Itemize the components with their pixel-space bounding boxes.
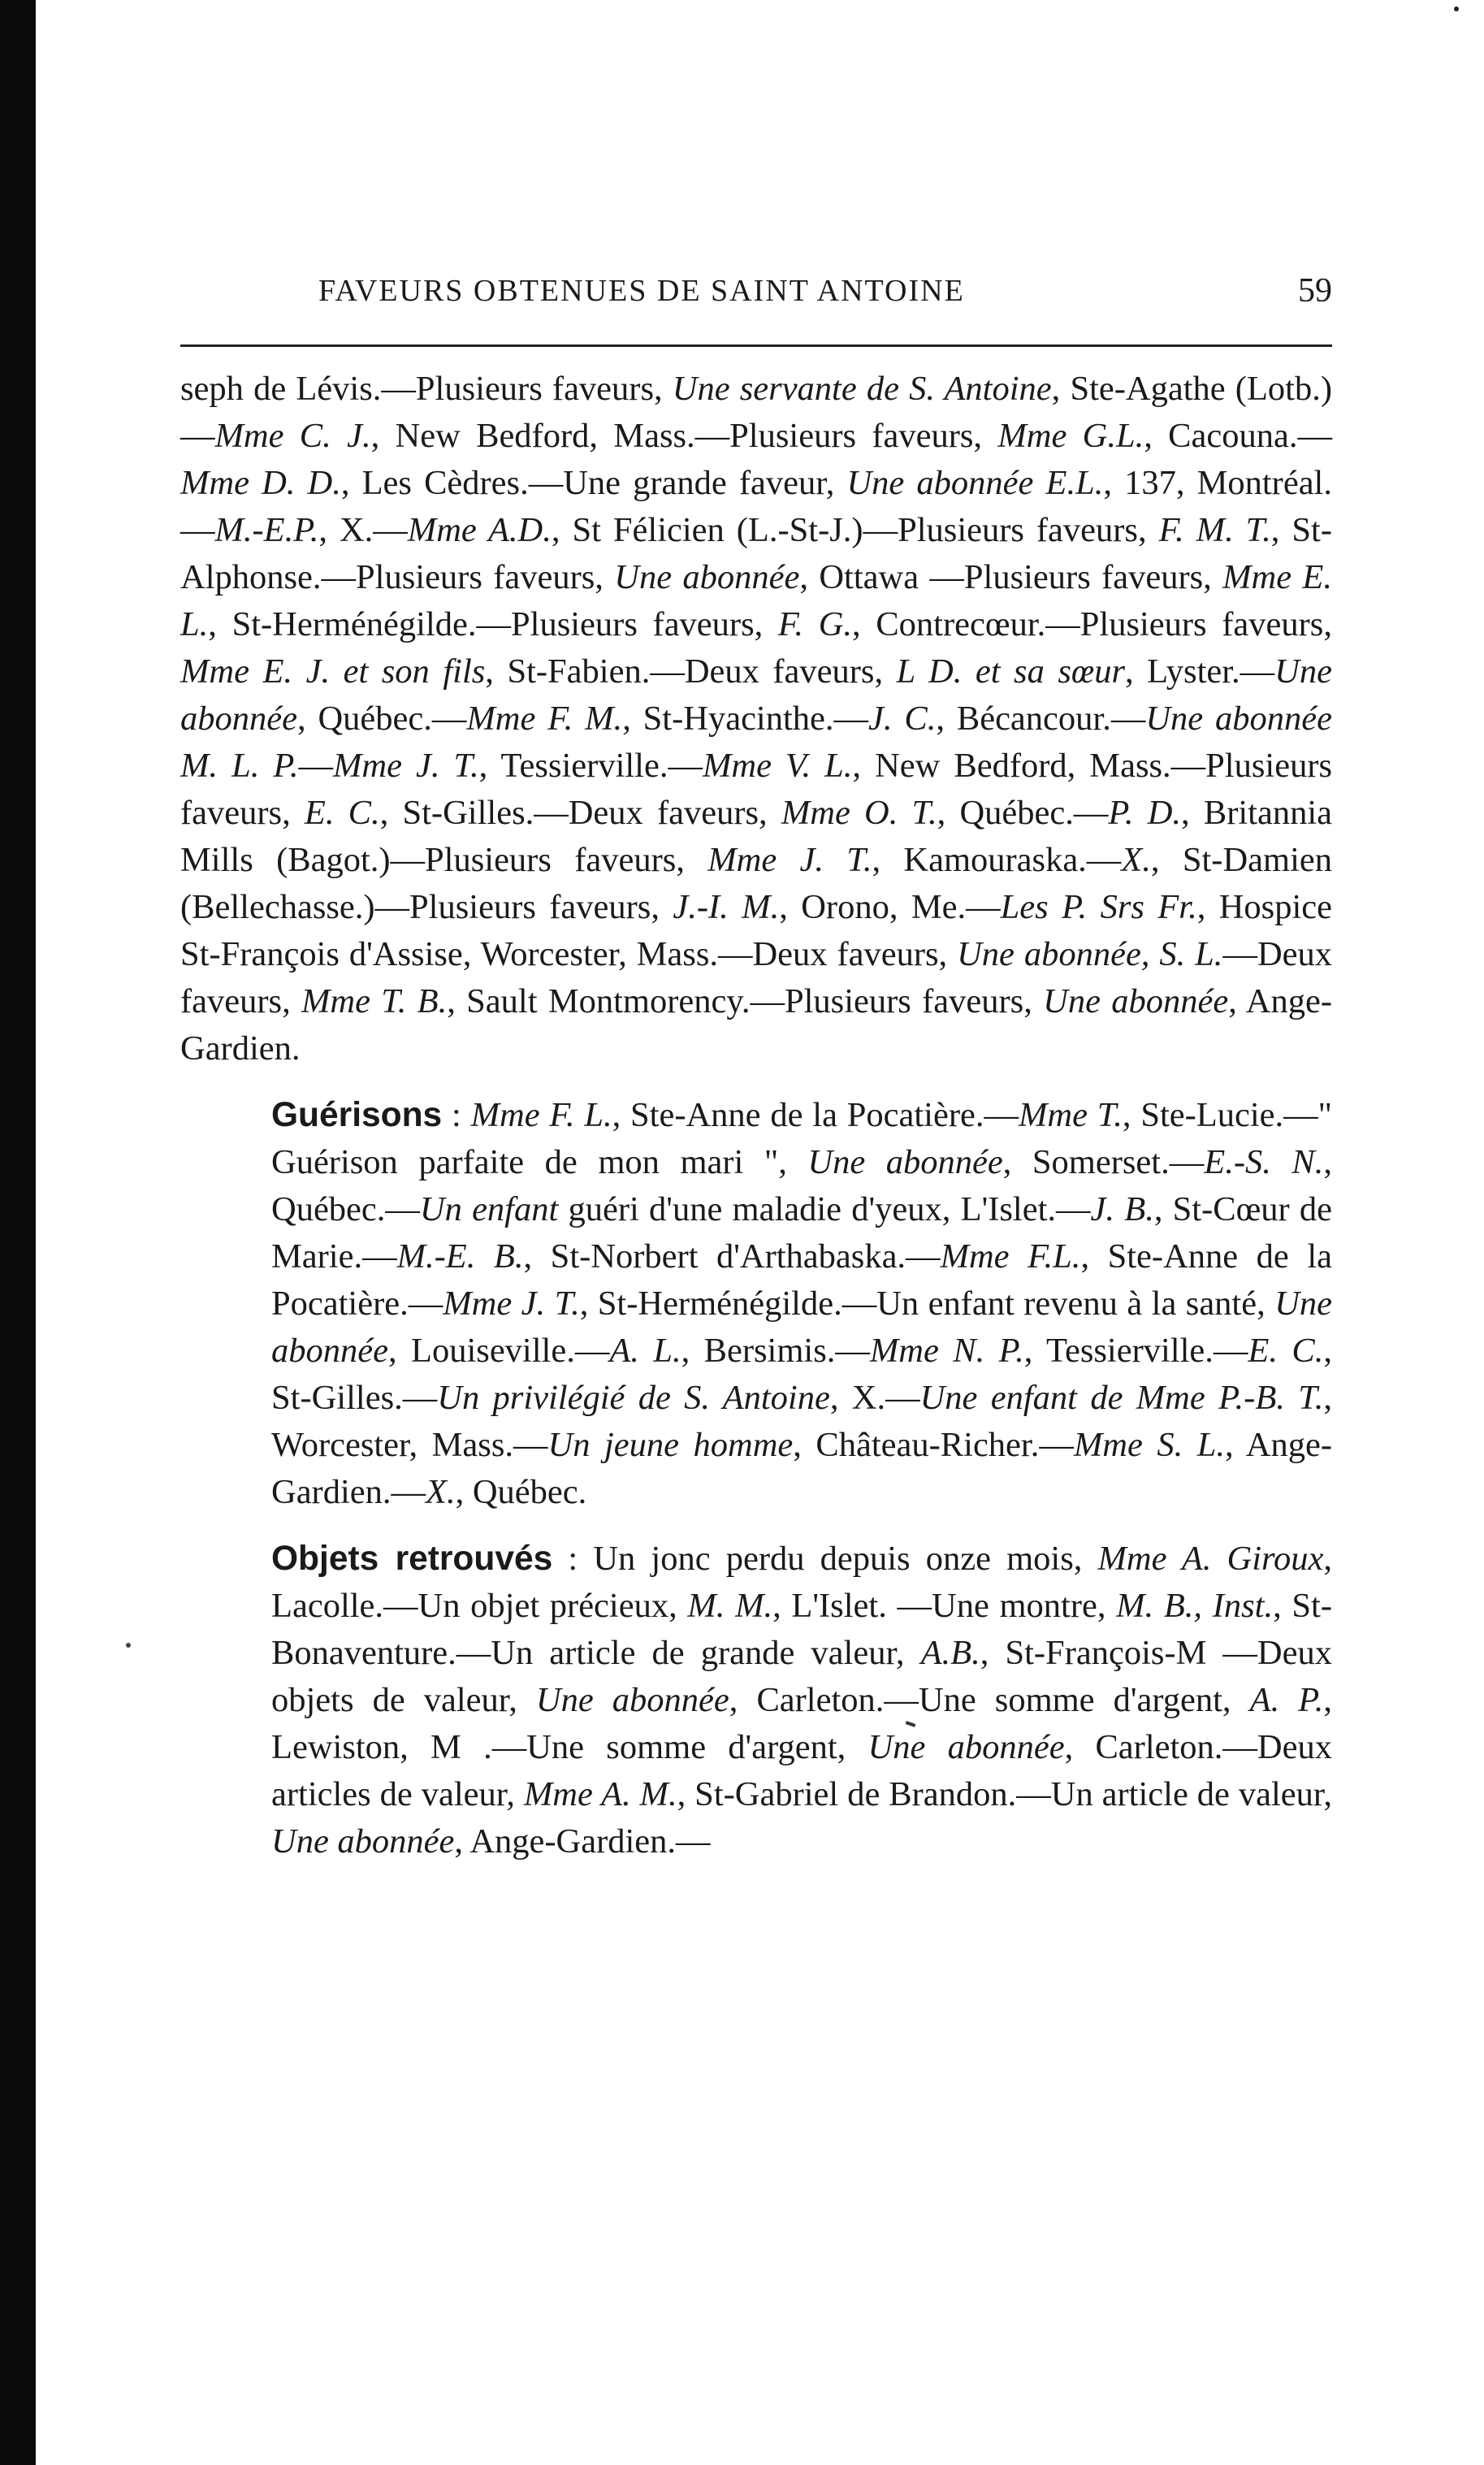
text-run: , Québec.— xyxy=(296,700,467,738)
text-run: , Worcester, Mass.— xyxy=(271,1379,1332,1464)
text-run: , Ange-Gardien. xyxy=(180,982,1332,1068)
italic-name: Mme O. T. xyxy=(781,794,937,832)
margin-speck xyxy=(126,1643,131,1648)
italic-name: Mme A.D. xyxy=(407,511,552,549)
italic-name: Mme V. L. xyxy=(702,747,853,785)
text-run: , Ste-Agathe (Lotb.)— xyxy=(180,370,1333,455)
section-lead: Guérisons xyxy=(271,1096,443,1134)
text-run: , Tessierville.— xyxy=(1023,1332,1248,1370)
text-run: , Ste-Anne de la Pocatière.— xyxy=(612,1096,1019,1134)
text-run: , Québec.— xyxy=(271,1143,1332,1228)
italic-name: Mme F. L. xyxy=(470,1096,612,1134)
italic-name: Mme C. J. xyxy=(214,417,371,455)
paragraph-faveurs xyxy=(180,366,1332,1072)
italic-name: Un jeune homme xyxy=(547,1426,794,1464)
page-header xyxy=(318,266,1332,315)
italic-name: F. G. xyxy=(777,605,853,643)
italic-name: Mme J. T. xyxy=(443,1284,580,1323)
italic-name: X. xyxy=(426,1473,456,1511)
italic-name: Mme E. J. et son fils xyxy=(180,652,486,691)
text-run: , St-Cœur de Marie.— xyxy=(271,1190,1333,1276)
italic-name: A. L. xyxy=(609,1332,681,1370)
text-run: , Cacouna.— xyxy=(1144,417,1332,455)
italic-name: Une abonnée xyxy=(180,652,1332,738)
text-run: , Hospice St-François d'Assise, Worcester, Mass.—Deux faveurs, xyxy=(180,888,1333,973)
italic-name: J. B. xyxy=(1090,1190,1154,1228)
italic-name: Une abonnée E.L. xyxy=(846,464,1104,502)
page-body xyxy=(180,366,1332,1865)
text-run: , St-Gabriel de Brandon.—Un article de valeur, xyxy=(677,1775,1332,1813)
text-run: , St-Herménégilde.—Un enfant revenu à la santé, xyxy=(579,1284,1275,1323)
text-run: , Britannia Mills (Bagot.)—Plusieurs faveurs, xyxy=(180,794,1333,879)
text-run: guéri d'une maladie d'yeux, L'Islet.— xyxy=(558,1190,1091,1228)
italic-name: E. C. xyxy=(304,794,380,832)
text-run: , Québec.— xyxy=(937,794,1109,832)
italic-name: E.-S. N. xyxy=(1204,1143,1324,1181)
text-run: , St-Damien (Bellechasse.)—Plusieurs faveurs, xyxy=(180,841,1332,926)
paragraph-guerisons xyxy=(180,1092,1332,1516)
text-run: , Ange-Gardien.— xyxy=(454,1822,711,1861)
text-run: , Ottawa —Plusieurs faveurs, xyxy=(799,558,1223,596)
text-run: , St-Fabien.—Deux faveurs, xyxy=(485,652,897,691)
italic-name: Une abonnée xyxy=(614,558,800,596)
italic-name: Mme G.L. xyxy=(997,417,1144,455)
text-run: , Carleton.—Une somme d'argent, xyxy=(729,1681,1250,1719)
running-head: FAVEURS OBTENUES DE SAINT ANTOINE xyxy=(318,274,965,308)
italic-name: Mme J. T. xyxy=(707,841,872,879)
text-run: , Québec. xyxy=(455,1473,587,1511)
italic-name: Une abonnée M. L. P. xyxy=(180,700,1332,785)
italic-name: M. B., Inst. xyxy=(1116,1587,1274,1625)
italic-name: Une abonnée xyxy=(1043,982,1229,1020)
text-run: , St-Gilles.— xyxy=(271,1332,1332,1417)
italic-name: Mme T. xyxy=(1019,1096,1123,1134)
text-run: , St-Norbert d'Arthabaska.— xyxy=(523,1237,941,1276)
italic-name: Une abonnée xyxy=(271,1284,1332,1370)
text-run: , Château-Richer.— xyxy=(793,1426,1074,1464)
italic-name: A.B. xyxy=(920,1634,980,1672)
italic-name: M.-E.P. xyxy=(214,511,319,549)
italic-name: F. M. T. xyxy=(1158,511,1271,549)
text-run: , L'Islet. —Une montre, xyxy=(772,1587,1117,1625)
text-run: , Somerset.— xyxy=(1002,1143,1205,1181)
text-run: , Lyster.— xyxy=(1125,652,1275,691)
italic-name: Mme S. L. xyxy=(1073,1426,1225,1464)
italic-name: Une servante de S. Antoine xyxy=(672,370,1052,408)
text-run: , St-Gilles.—Deux faveurs, xyxy=(379,794,781,832)
text-run: , Sault Montmorency.—Plusieurs faveurs, xyxy=(447,982,1044,1020)
text-run: , X.— xyxy=(318,511,408,549)
text-run: , Tessierville.— xyxy=(478,747,703,785)
binding-edge xyxy=(0,0,36,2465)
italic-name: Un enfant xyxy=(419,1190,559,1228)
italic-name: A. P. xyxy=(1249,1681,1324,1719)
text-run: seph de Lévis.—Plusieurs faveurs, xyxy=(180,370,673,408)
text-run: , St-Hyacinthe.— xyxy=(622,700,869,738)
italic-name: Mme F.L. xyxy=(940,1237,1081,1276)
text-run: : xyxy=(442,1096,471,1134)
text-run: , Kamouraska.— xyxy=(872,841,1122,879)
text-run: —Deux faveurs, xyxy=(180,935,1332,1020)
text-run: , X.— xyxy=(829,1379,920,1417)
text-run: , 137, Montréal. — xyxy=(180,464,1332,549)
text-run: — xyxy=(298,747,333,785)
text-run: , Ste-Lucie.—" Guérison parfaite de mon mari ", xyxy=(271,1096,1333,1181)
italic-name: J. C. xyxy=(868,700,937,738)
text-run: , Louiseville.— xyxy=(387,1332,610,1370)
text-run: , New Bedford, Mass.—Plusieurs faveurs, xyxy=(180,747,1333,832)
text-run: , Ste-Anne de la Pocatière.— xyxy=(271,1237,1332,1323)
italic-name: Mme N. P. xyxy=(869,1332,1024,1370)
italic-name: Mme J. T. xyxy=(333,747,479,785)
italic-name: J.-I. M. xyxy=(673,888,780,926)
italic-name: Une abonnée xyxy=(807,1143,1003,1181)
text-run: , Carleton.—Deux articles de valeur, xyxy=(271,1728,1332,1813)
italic-name: Mme T. B. xyxy=(301,982,448,1020)
text-run: , St-Alphonse.—Plusieurs faveurs, xyxy=(180,511,1332,596)
italic-name: Mme E. L. xyxy=(180,558,1332,643)
italic-name: P. D. xyxy=(1108,794,1182,832)
italic-name: Mme A. M. xyxy=(523,1775,677,1813)
italic-name: Une abonnée xyxy=(867,1728,1065,1766)
paragraph-objets-retrouves xyxy=(180,1536,1332,1865)
text-run: , Lacolle.—Un objet précieux, xyxy=(271,1540,1333,1625)
italic-name: Mme A. Giroux xyxy=(1097,1540,1324,1578)
italic-name: L D. et sa sœur xyxy=(896,652,1126,691)
italic-name: M.-E. B. xyxy=(396,1237,524,1276)
text-run: , Bécancour.— xyxy=(936,700,1146,738)
text-run: , St-Bonaventure.—Un article de grande valeur, xyxy=(271,1587,1332,1672)
section-lead: Objets retrouvés xyxy=(271,1540,553,1578)
text-run: , Contrecœur.—Plusieurs faveurs, xyxy=(852,605,1332,643)
text-run: , Ange-Gardien.— xyxy=(271,1426,1332,1511)
italic-name: Une abonnée xyxy=(535,1681,729,1719)
header-rule xyxy=(180,344,1332,347)
text-run: , St-François-M —Deux objets de valeur, xyxy=(271,1634,1332,1719)
italic-name: X. xyxy=(1121,841,1151,879)
text-run: , Les Cèdres.—Une grande faveur, xyxy=(340,464,847,502)
text-run: , Bersimis.— xyxy=(681,1332,870,1370)
italic-name: Mme F. M. xyxy=(466,700,623,738)
text-run: , New Bedford, Mass.—Plusieurs faveurs, xyxy=(370,417,998,455)
text-run: , St-Herménégilde.—Plusieurs faveurs, xyxy=(208,605,778,643)
page-number: 59 xyxy=(1298,272,1332,310)
text-run: : Un jonc perdu depuis onze mois, xyxy=(552,1540,1098,1578)
italic-name: Mme D. D. xyxy=(180,464,341,502)
italic-name: Une enfant de Mme P.-B. T. xyxy=(919,1379,1324,1417)
italic-name: M. M. xyxy=(687,1587,773,1625)
text-run: , Lewiston, M .—Une somme d'argent, xyxy=(271,1681,1332,1766)
italic-name: Une abonnée, S. L. xyxy=(957,935,1223,973)
text-run: , Orono, Me.— xyxy=(779,888,1001,926)
italic-name: Les P. Srs Fr. xyxy=(1000,888,1197,926)
italic-name: Un privilégié de S. Antoine xyxy=(437,1379,830,1417)
italic-name: E. C. xyxy=(1248,1332,1324,1370)
text-run: , St Félicien (L.-St-J.)—Plusieurs faveurs, xyxy=(551,511,1159,549)
italic-name: Une abonnée xyxy=(271,1822,455,1861)
scan-speck xyxy=(1454,6,1459,11)
